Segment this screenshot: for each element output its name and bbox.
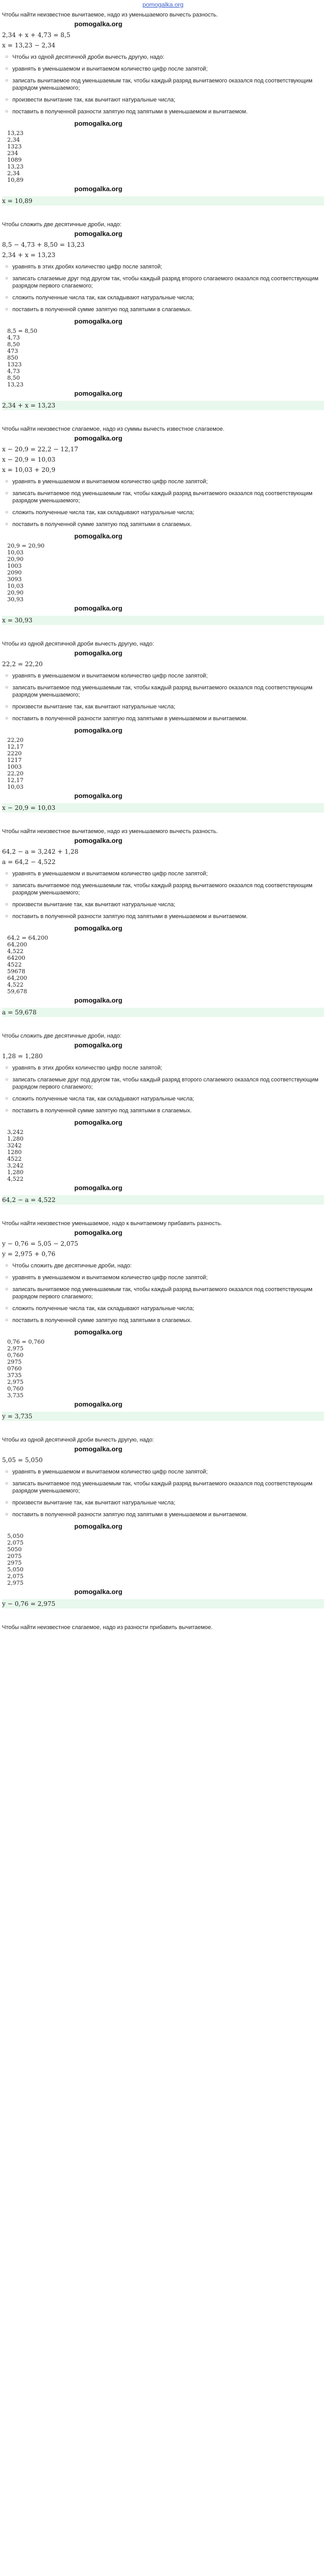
result-equation: x − 20,9 = 10,03 [2, 803, 324, 812]
watermark: pomogalka.org [74, 1328, 123, 1336]
solution-sections [2, 11, 324, 1608]
watermark: pomogalka.org [74, 837, 123, 844]
watermark: pomogalka.org [74, 1229, 123, 1236]
column-row: 3,242 [7, 1129, 24, 1136]
step-item: ○ сложить полученные числа так, как складывают натуральные числа; [12, 294, 324, 301]
watermark: pomogalka.org [74, 1184, 123, 1192]
column-row: 0760 [7, 1365, 22, 1372]
column-row: 8,5 = 8,50 [7, 328, 38, 334]
step-item: ○ уравнять в уменьшаемом и вычитаемом количество цифр после запятой; [12, 65, 324, 73]
column-row: 10,89 [7, 177, 24, 183]
intro-text: Чтобы из одной десятичной дроби вычесть другую, надо: [2, 1437, 154, 1443]
watermark: pomogalka.org [74, 1588, 123, 1596]
watermark: pomogalka.org [74, 1445, 123, 1453]
intro-text: Чтобы найти неизвестное вычитаемое, надо из уменьшаемого вычесть разность. [2, 828, 218, 835]
column-row: 2,34 [7, 137, 20, 143]
watermark: pomogalka.org [74, 1522, 123, 1530]
step-item: ○ поставить в полученной сумме запятую под запятыми в слагаемых. [12, 521, 324, 528]
column-row: 8,50 [7, 375, 20, 381]
step-item: ○ записать вычитаемое под уменьшаемым так, чтобы каждый разряд вычитаемого оказался под соответствующим разрядом уменьшаемого; [12, 77, 324, 92]
column-row: 5,050 [7, 1533, 24, 1539]
column-row: 3735 [7, 1372, 22, 1379]
column-row: 3093 [7, 576, 22, 583]
step-item: ○ поставить в полученной разности запятую под запятыми в уменьшаемом и вычитаемом. [12, 913, 324, 920]
step-item: ○ Чтобы сложить две десятичные дроби, надо: [12, 1262, 324, 1269]
column-row: 4522 [7, 961, 22, 968]
intro-text: Чтобы сложить две десятичные дроби, надо: [2, 1033, 122, 1039]
equation: 8,5 − 4,73 + 8,50 = 13,23 [2, 241, 85, 248]
step-item: ○ записать слагаемые друг под другом так, чтобы каждый разряд второго слагаемого оказался под соответствующим разрядом первого слагаемого; [12, 275, 324, 290]
column-row: 2,975 [7, 1345, 24, 1352]
equation: 2,34 + x + 4,73 = 8,5 [2, 31, 71, 39]
steps-list [2, 870, 324, 920]
column-row: 4522 [7, 1156, 22, 1162]
column-row: 13,23 [7, 163, 24, 170]
step-item: ○ записать вычитаемое под уменьшаемым так, чтобы каждый разряд вычитаемого оказался под соответствующим разрядом уменьшаемого; [12, 1480, 324, 1495]
column-row: 10,03 [7, 549, 24, 556]
column-row: 22,20 [7, 737, 24, 743]
column-row: 5050 [7, 1546, 22, 1553]
column-calculation [7, 935, 324, 995]
result-equation: 64,2 − a = 4,522 [2, 1195, 324, 1205]
column-row: 1003 [7, 764, 22, 770]
watermark: pomogalka.org [74, 317, 123, 325]
column-row: 12,17 [7, 743, 24, 750]
step-item: ○ записать слагаемые друг под другом так, чтобы каждый разряд второго слагаемого оказался под соответствующим разрядом первого слагаемого; [12, 1076, 324, 1091]
column-row: 1280 [7, 1149, 22, 1156]
watermark: pomogalka.org [74, 389, 123, 397]
column-row: 1323 [7, 361, 22, 368]
equation: 22,2 = 22,20 [2, 660, 43, 668]
column-row: 10,03 [7, 784, 24, 790]
solution-block [2, 1436, 324, 1608]
watermark: pomogalka.org [74, 924, 123, 932]
step-item: ○ произвести вычитание так, как вычитают натуральные числа; [12, 96, 324, 104]
column-row: 59678 [7, 968, 25, 975]
watermark: pomogalka.org [74, 996, 123, 1004]
step-item: ○ записать вычитаемое под уменьшаемым так, чтобы каждый разряд вычитаемого оказался под соответствующим разрядом уменьшаемого; [12, 882, 324, 896]
column-calculation [7, 543, 324, 603]
column-row: 20,9 = 20,90 [7, 543, 45, 549]
step-item: ○ поставить в полученной сумме запятую под запятыми в слагаемых. [12, 306, 324, 313]
equation: x − 20,9 = 10,03 [2, 456, 56, 463]
watermark: pomogalka.org [74, 1118, 123, 1126]
steps-list [2, 54, 324, 115]
result-equation: a = 59,678 [2, 1008, 324, 1017]
step-item: ○ поставить в полученной сумме запятую под запятыми в слагаемых. [12, 1317, 324, 1324]
column-row: 64,2 = 64,200 [7, 935, 48, 941]
column-row: 4,522 [7, 948, 24, 955]
column-row: 20,90 [7, 589, 24, 596]
solution-block [2, 221, 324, 410]
step-item: ○ уравнять в уменьшаемом и вычитаемом количество цифр после запятой; [12, 1274, 324, 1281]
solution-block [2, 640, 324, 812]
column-calculation [7, 328, 324, 388]
column-row: 59,678 [7, 988, 27, 995]
equation: 64,2 − a = 3,242 + 1,28 [2, 848, 78, 855]
result-equation: y − 0,76 = 2,975 [2, 1599, 324, 1608]
column-row: 1,280 [7, 1136, 24, 1142]
column-row: 3,242 [7, 1162, 24, 1169]
steps-list [2, 1262, 324, 1324]
step-item: ○ сложить полученные числа так, как складывают натуральные числа; [12, 1095, 324, 1103]
column-row: 1323 [7, 143, 22, 150]
column-row: 3,735 [7, 1392, 24, 1399]
column-row: 2090 [7, 569, 22, 576]
column-row: 0,760 [7, 1385, 24, 1392]
column-calculation [7, 1533, 324, 1586]
column-row: 64,200 [7, 975, 27, 981]
watermark: pomogalka.org [74, 1400, 123, 1408]
column-row: 2075 [7, 1553, 22, 1560]
column-row: 1,280 [7, 1169, 24, 1176]
column-row: 2,34 [7, 170, 20, 177]
step-item: ○ уравнять в уменьшаемом и вычитаемом количество цифр после запятой; [12, 1468, 324, 1476]
result-equation: x = 10,89 [2, 196, 324, 206]
equation: x = 13,23 − 2,34 [2, 42, 56, 49]
watermark: pomogalka.org [74, 604, 123, 612]
step-item: ○ уравнять в уменьшаемом и вычитаемом количество цифр после запятой; [12, 672, 324, 680]
watermark: pomogalka.org [74, 792, 123, 800]
column-row: 2220 [7, 750, 22, 757]
step-item: ○ поставить в полученной разности запятую под запятыми в уменьшаемом и вычитаемом. [12, 108, 324, 115]
equation: x − 20,9 = 22,2 − 12,17 [2, 446, 78, 453]
column-row: 1003 [7, 563, 22, 569]
column-row: 4,522 [7, 1176, 24, 1182]
watermark: pomogalka.org [74, 649, 123, 657]
result-equation: y = 3,735 [2, 1412, 324, 1421]
step-item: ○ произвести вычитание так, как вычитают натуральные числа; [12, 901, 324, 908]
column-row: 8,50 [7, 341, 20, 348]
step-item: ○ уравнять в уменьшаемом и вычитаемом количество цифр после запятой; [12, 870, 324, 877]
column-row: 30,93 [7, 596, 24, 603]
column-row: 234 [7, 150, 18, 157]
step-item: ○ записать вычитаемое под уменьшаемым так, чтобы каждый разряд вычитаемого оказался под соответствующим разрядом уменьшаемого; [12, 490, 324, 504]
column-row: 850 [7, 354, 18, 361]
steps-list [2, 478, 324, 528]
solution-block [2, 1032, 324, 1205]
column-row: 2,975 [7, 1379, 24, 1385]
step-item: ○ произвести вычитание так, как вычитают натуральные числа; [12, 703, 324, 710]
watermark: pomogalka.org [74, 185, 123, 193]
solution-block [2, 426, 324, 625]
column-row: 10,03 [7, 583, 24, 589]
solution-block [2, 1220, 324, 1421]
column-row: 13,23 [7, 381, 24, 388]
steps-list [2, 672, 324, 722]
step-item: ○ произвести вычитание так, как вычитают натуральные числа; [12, 1499, 324, 1506]
column-row: 2,075 [7, 1573, 24, 1580]
watermark: pomogalka.org [74, 434, 123, 442]
column-calculation [7, 737, 324, 790]
column-row: 64200 [7, 955, 25, 961]
solution-block [2, 828, 324, 1017]
column-row: 20,90 [7, 556, 24, 563]
column-calculation [7, 1129, 324, 1182]
column-row: 473 [7, 348, 18, 354]
watermark: pomogalka.org [74, 230, 123, 238]
result-equation: 2,34 + x = 13,23 [2, 401, 324, 410]
equation: 2,34 + x = 13,23 [2, 251, 56, 259]
column-row: 1217 [7, 757, 22, 764]
column-row: 12,17 [7, 777, 24, 784]
result-equation: x = 30,93 [2, 616, 324, 625]
watermark: pomogalka.org [74, 532, 123, 540]
step-item: ○ записать вычитаемое под уменьшаемым так, чтобы каждый разряд вычитаемого оказался под соответствующим разрядом уменьшаемого; [12, 684, 324, 699]
column-row: 2,975 [7, 1580, 24, 1586]
column-row: 0,76 = 0,760 [7, 1338, 45, 1345]
steps-list [2, 1064, 324, 1114]
steps-list [2, 263, 324, 313]
intro-text: Чтобы найти неизвестное слагаемое, надо из суммы вычесть известное слагаемое. [2, 426, 225, 432]
watermark: pomogalka.org [74, 20, 123, 28]
intro-text: Чтобы сложить две десятичные дроби, надо: [2, 222, 122, 228]
step-item: ○ записать вычитаемое под уменьшаемым так, чтобы каждый разряд вычитаемого оказался под соответствующим разрядом первого слагаемого; [12, 1286, 324, 1300]
intro-text: Чтобы найти неизвестное вычитаемое, надо из уменьшаемого вычесть разность. [2, 12, 218, 18]
footer-text: Чтобы найти неизвестное слагаемое, надо из разности прибавить вычитаемое. [2, 1624, 213, 1631]
step-item: ○ поставить в полученной разности запятую под запятыми в уменьшаемом и вычитаемом. [12, 1511, 324, 1518]
column-row: 4,73 [7, 334, 20, 341]
column-calculation [7, 130, 324, 183]
equation: y − 0,76 = 5,05 − 2,075 [2, 1240, 78, 1247]
column-row: 0,760 [7, 1352, 24, 1359]
step-item: ○ сложить полученные числа так, как складывают натуральные числа; [12, 509, 324, 516]
watermark: pomogalka.org [74, 726, 123, 734]
equation: a = 64,2 − 4,522 [2, 858, 56, 866]
step-item: ○ сложить полученные числа так, как складывают натуральные числа; [12, 1305, 324, 1312]
equation: 1,28 = 1,280 [2, 1053, 43, 1060]
column-row: 22,20 [7, 770, 24, 777]
column-row: 4,73 [7, 368, 20, 375]
equation: y = 2,975 + 0,76 [2, 1250, 56, 1258]
step-item: ○ поставить в полученной сумме запятую под запятыми в слагаемых. [12, 1107, 324, 1114]
intro-text: Чтобы найти неизвестное уменьшаемое, надо к вычитаемому прибавить разность. [2, 1221, 222, 1227]
column-row: 5,050 [7, 1566, 24, 1573]
equation: x = 10,03 + 20,9 [2, 466, 56, 473]
column-row: 3242 [7, 1142, 22, 1149]
step-item: ○ Чтобы из одной десятичной дроби вычесть другую, надо: [12, 54, 324, 61]
column-row: 13,23 [7, 130, 24, 137]
column-row: 64,200 [7, 941, 27, 948]
step-item: ○ уравнять в этих дробях количество цифр после запятой; [12, 263, 324, 270]
steps-list [2, 1468, 324, 1518]
step-item: ○ поставить в полученной разности запятую под запятыми в уменьшаемом и вычитаемом. [12, 715, 324, 722]
step-item: ○ уравнять в уменьшаемом и вычитаемом количество цифр после запятой; [12, 478, 324, 485]
intro-text: Чтобы из одной десятичной дроби вычесть другую, надо: [2, 641, 154, 647]
column-row: 4,522 [7, 981, 24, 988]
column-calculation [7, 1338, 324, 1399]
equation: 5,05 = 5,050 [2, 1456, 43, 1464]
column-row: 2975 [7, 1359, 22, 1365]
watermark: pomogalka.org [74, 1041, 123, 1049]
column-row: 2975 [7, 1560, 22, 1566]
step-item: ○ уравнять в этих дробях количество цифр после запятой; [12, 1064, 324, 1072]
column-row: 1089 [7, 157, 22, 163]
solution-block [2, 11, 324, 206]
column-row: 2,075 [7, 1539, 24, 1546]
watermark: pomogalka.org [74, 120, 123, 127]
site-link[interactable]: pomogalka.org [142, 1, 184, 8]
